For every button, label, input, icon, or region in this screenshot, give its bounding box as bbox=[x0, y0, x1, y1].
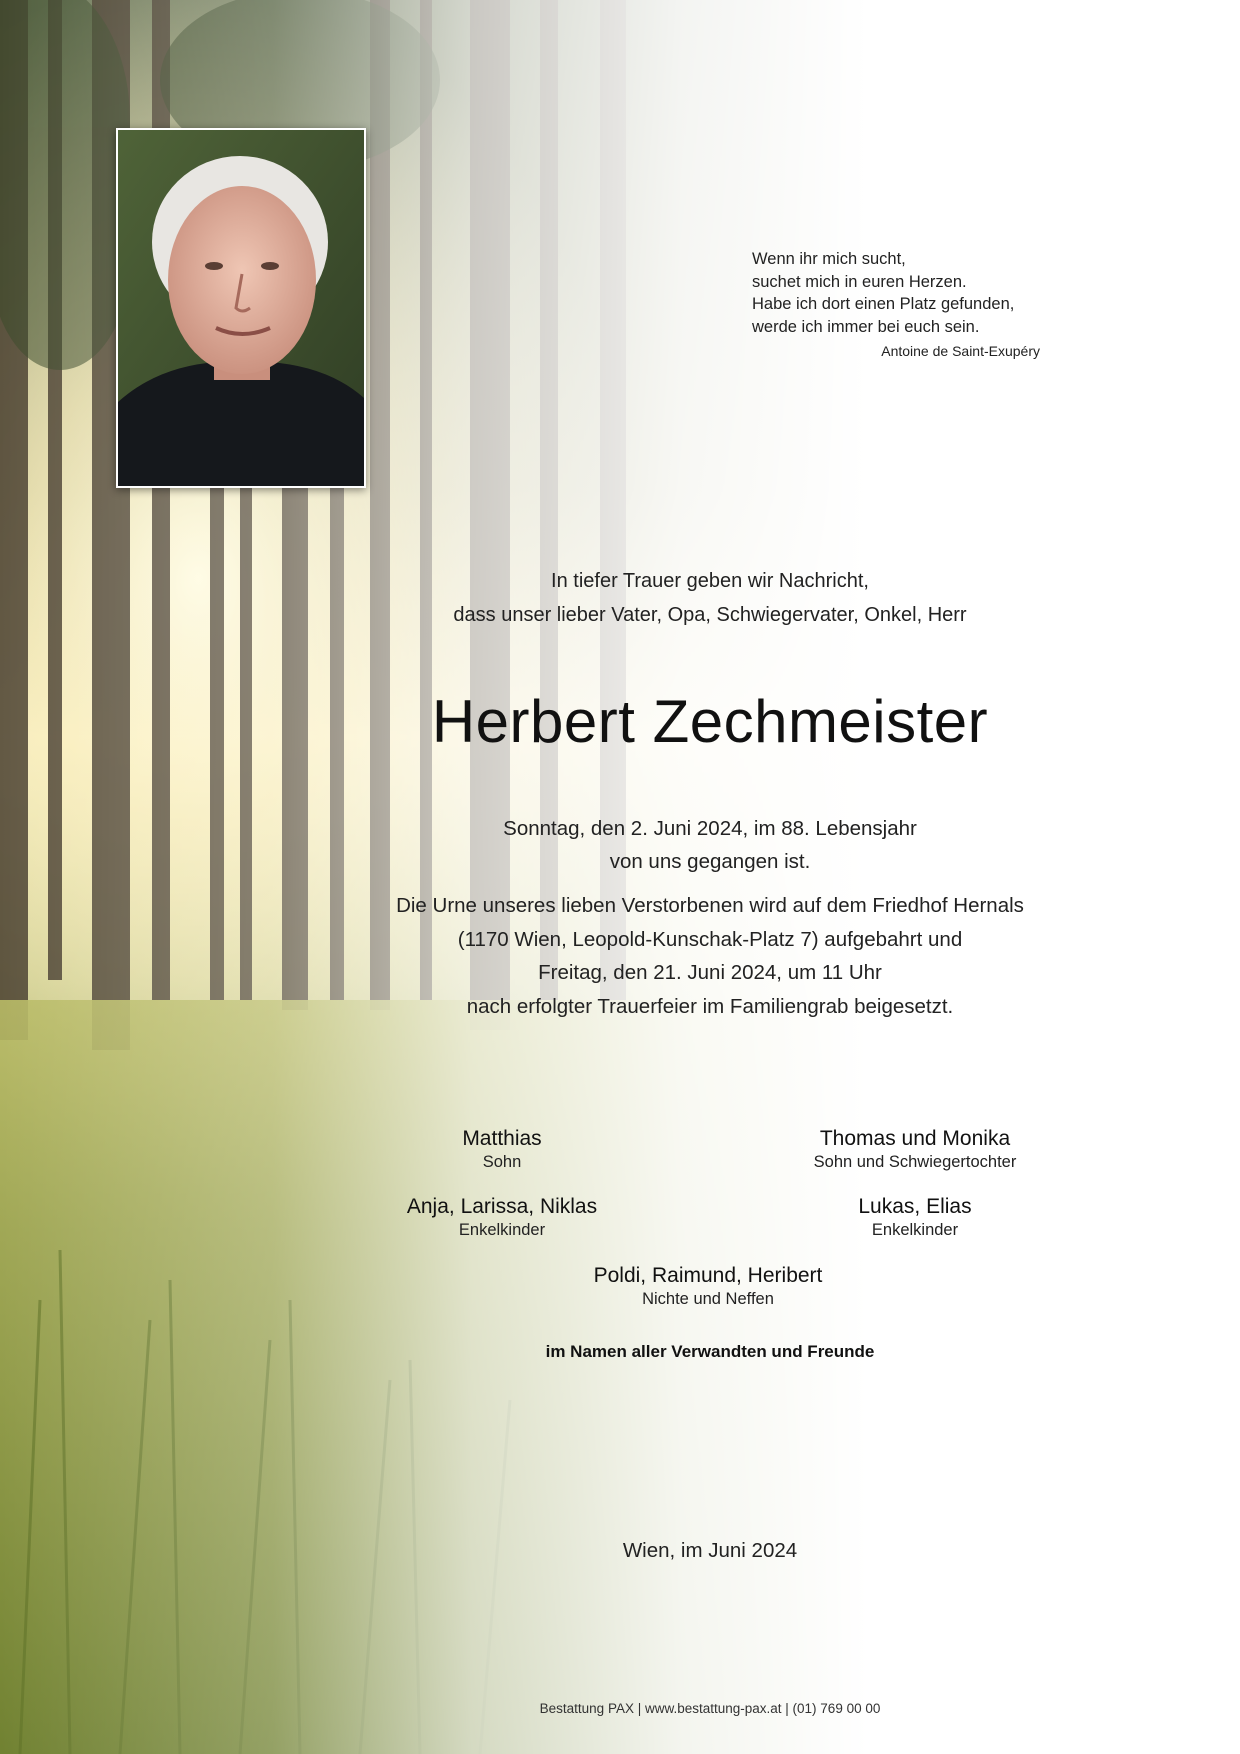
mourner-entry bbox=[755, 1126, 1075, 1172]
death-line-1: Sonntag, den 2. Juni 2024, im 88. Lebensjahr bbox=[503, 817, 917, 840]
quote-line: werde ich immer bei euch sein. bbox=[752, 317, 980, 336]
burial-line-1: Die Urne unseres lieben Verstorbenen wird auf dem Friedhof Hernals bbox=[396, 894, 1024, 917]
mourner-name: Poldi, Raimund, Heribert bbox=[593, 1264, 823, 1287]
intro-line-1: In tiefer Trauer geben wir Nachricht, bbox=[551, 570, 869, 592]
burial-line-2: (1170 Wien, Leopold-Kunschak-Platz 7) aufgebahrt und bbox=[457, 927, 963, 951]
burial-line-4: nach erfolgter Trauerfeier im Familiengrab beigesetzt. bbox=[466, 994, 954, 1018]
mourner-relation: Nichte und Neffen bbox=[642, 1290, 774, 1308]
burial-info bbox=[330, 889, 1090, 1023]
mourner-entry bbox=[342, 1194, 662, 1240]
quote-line: Habe ich dort einen Platz gefunden, bbox=[752, 295, 1015, 313]
deceased-name: Herbert Zechmeister bbox=[431, 688, 989, 755]
burial-line-3: Freitag, den 21. Juni 2024, um 11 Uhr bbox=[538, 961, 882, 984]
intro-line-2: dass unser lieber Vater, Opa, Schwiegervater, Onkel, Herr bbox=[453, 604, 967, 626]
mourner-relation: Enkelkinder bbox=[871, 1221, 959, 1239]
quote-line: Wenn ihr mich sucht, bbox=[752, 250, 906, 268]
mourner-relation: Enkelkinder bbox=[458, 1221, 546, 1239]
death-line-2: von uns gegangen ist. bbox=[609, 850, 811, 873]
portrait-image bbox=[118, 130, 364, 486]
quote-author: Antoine de Saint-Exupéry bbox=[881, 343, 1040, 359]
mourner-name: Anja, Larissa, Niklas bbox=[406, 1195, 598, 1218]
mourner-entry bbox=[548, 1263, 868, 1309]
mourner-name: Thomas und Monika bbox=[819, 1127, 1011, 1150]
mourner-relation: Sohn und Schwiegertochter bbox=[813, 1153, 1017, 1171]
footer-contact: Bestattung PAX | www.bestattung-pax.at | (01) 769 00 00 bbox=[539, 1701, 881, 1716]
place-date: Wien, im Juni 2024 bbox=[622, 1539, 798, 1562]
mourner-relation: Sohn bbox=[482, 1153, 522, 1171]
quote-line: suchet mich in euren Herzen. bbox=[752, 272, 967, 291]
mourner-entry bbox=[755, 1194, 1075, 1240]
mourner-name: Lukas, Elias bbox=[858, 1195, 972, 1218]
mourner-entry bbox=[342, 1126, 662, 1172]
quote-block bbox=[752, 248, 1052, 338]
portrait-photo bbox=[116, 128, 366, 488]
announcement-intro bbox=[330, 564, 1090, 632]
mourner-name: Matthias bbox=[462, 1127, 542, 1150]
closing-line: im Namen aller Verwandten und Freunde bbox=[545, 1342, 875, 1361]
death-info bbox=[330, 812, 1090, 878]
